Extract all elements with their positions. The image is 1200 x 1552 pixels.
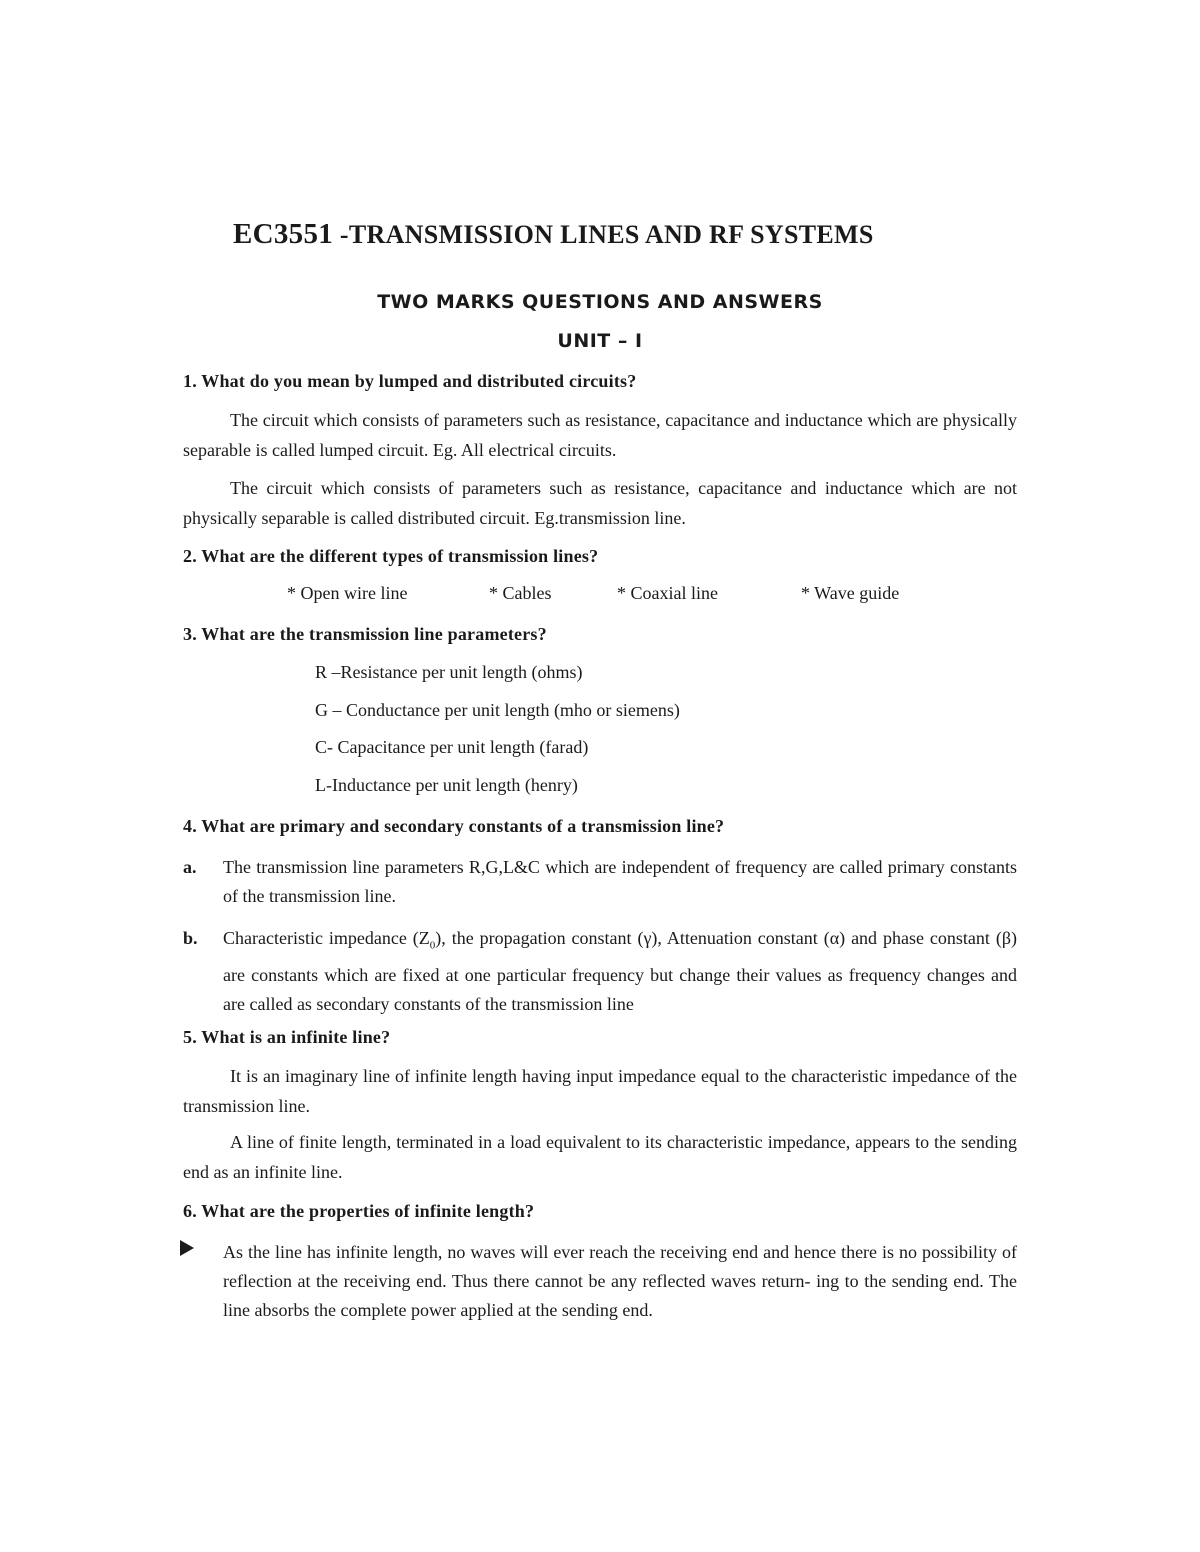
answer-4-b-text-1: Characteristic impedance (Z bbox=[223, 928, 430, 948]
type-item: * Coaxial line bbox=[617, 583, 718, 603]
subscript-zero: 0 bbox=[429, 939, 436, 952]
answer-5-paragraph-1: It is an imaginary line of infinite length having input impedance equal to the characteristic impedance of the transmission line. bbox=[183, 1066, 1017, 1116]
answer-4-item-a: The transmission line parameters R,G,L&C which are independent of frequency are called primary constants of the transmission line. bbox=[223, 857, 1017, 906]
answer-4-item-b bbox=[223, 924, 1017, 1019]
parameter-item: L-Inductance per unit length (henry) bbox=[315, 775, 578, 795]
question-1: 1. What do you mean by lumped and distributed circuits? bbox=[183, 371, 637, 391]
answer-5-paragraph-2: A line of finite length, terminated in a load equivalent to its characteristic impedance, appears to the sending end as an infinite line. bbox=[183, 1132, 1017, 1182]
question-3: 3. What are the transmission line parameters? bbox=[183, 624, 547, 644]
parameter-item: G – Conductance per unit length (mho or siemens) bbox=[315, 700, 680, 720]
answer-1-paragraph-2: The circuit which consists of parameters such as resistance, capacitance and inductance which are not physically separable is called distributed circuit. Eg.transmission line. bbox=[183, 478, 1017, 528]
section-subtitle: TWO MARKS QUESTIONS AND ANSWERS bbox=[377, 291, 823, 313]
type-item: * Open wire line bbox=[287, 583, 408, 603]
question-5: 5. What is an infinite line? bbox=[183, 1027, 391, 1047]
answer-6-bullet: As the line has infinite length, no waves will ever reach the receiving end and hence there is no possibility of reflection at the receiving end. Thus there cannot be any reflected waves return- ing to the sending end. The line absorbs the complete power applied at the sending end. bbox=[223, 1242, 1017, 1320]
answer-1-paragraph-1: The circuit which consists of parameters such as resistance, capacitance and inductance which are physically separable is called lumped circuit. Eg. All electrical circuits. bbox=[183, 410, 1017, 460]
question-2: 2. What are the different types of transmission lines? bbox=[183, 546, 599, 566]
arrow-bullet-icon bbox=[180, 1240, 194, 1256]
course-code: EC3551 bbox=[233, 218, 334, 250]
list-marker-b: b. bbox=[183, 928, 198, 948]
question-4: 4. What are primary and secondary constants of a transmission line? bbox=[183, 816, 725, 836]
list-marker-a: a. bbox=[183, 857, 197, 877]
answer-4-b-text-2: ), the propagation constant (γ), Attenuation constant (α) and phase constant (β) are constants which are fixed at one particular frequency but change their values as frequency changes and are called as secondary constants of the transmission line bbox=[223, 928, 1017, 1014]
type-item: * Wave guide bbox=[801, 583, 900, 603]
type-item: * Cables bbox=[489, 583, 552, 603]
question-6: 6. What are the properties of infinite length? bbox=[183, 1201, 535, 1221]
unit-heading: UNIT – I bbox=[557, 330, 643, 352]
course-name: -TRANSMISSION LINES AND RF SYSTEMS bbox=[333, 220, 874, 249]
document-title bbox=[233, 218, 874, 251]
parameter-item: R –Resistance per unit length (ohms) bbox=[315, 662, 583, 682]
parameter-item: C- Capacitance per unit length (farad) bbox=[315, 737, 589, 757]
